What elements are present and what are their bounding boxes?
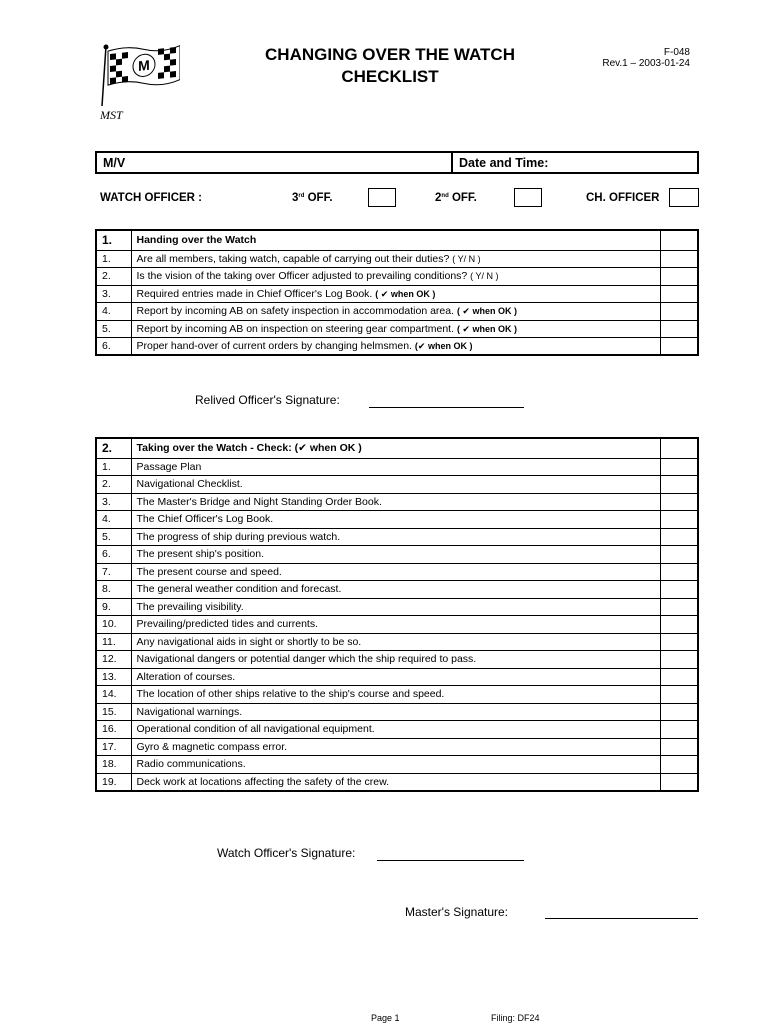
item-text: Radio communications. xyxy=(136,758,246,771)
item-text: The progress of ship during previous watch. xyxy=(136,530,341,543)
logo-caption: MST xyxy=(100,108,123,122)
item-checkbox[interactable] xyxy=(660,338,698,356)
item-text: The present ship's position. xyxy=(136,548,264,561)
checklist-row xyxy=(96,598,698,616)
third-officer-checkbox[interactable] xyxy=(368,188,396,207)
item-text-cell xyxy=(131,511,660,529)
item-text: The Chief Officer's Log Book. xyxy=(136,513,274,526)
checklist-row xyxy=(96,546,698,564)
checklist-row xyxy=(96,773,698,791)
item-checkbox[interactable] xyxy=(660,721,698,739)
item-text: Are all members, taking watch, capable of carrying out their duties? xyxy=(136,252,450,265)
item-checkbox[interactable] xyxy=(660,598,698,616)
item-text-cell xyxy=(131,528,660,546)
item-answer-hint: ( Y/ N ) xyxy=(470,271,499,282)
second-officer-label: 2nd OFF. xyxy=(435,192,477,204)
second-officer-checkbox[interactable] xyxy=(514,188,542,207)
item-checkbox[interactable] xyxy=(660,738,698,756)
checklist-row xyxy=(96,476,698,494)
item-text: The present course and speed. xyxy=(136,565,282,578)
checklist-row xyxy=(96,320,698,338)
item-checkbox[interactable] xyxy=(660,493,698,511)
item-checkbox[interactable] xyxy=(660,703,698,721)
item-text: Proper hand-over of current orders by changing helmsmen. xyxy=(136,340,412,352)
date-label: Date and Time: xyxy=(459,155,549,170)
item-text-cell xyxy=(131,756,660,774)
item-text: Navigational Checklist. xyxy=(136,478,243,491)
checklist-row xyxy=(96,303,698,321)
item-text: Is the vision of the taking over Officer adjusted to prevailing conditions? xyxy=(136,270,468,283)
item-number: 4. xyxy=(96,303,131,321)
item-number: 8. xyxy=(96,581,131,599)
watch-officer-signature-label: Watch Officer's Signature: xyxy=(217,846,356,860)
item-number: 10. xyxy=(96,616,131,634)
checklist-row xyxy=(96,458,698,476)
vessel-row xyxy=(95,151,699,174)
item-text: Report by incoming AB on inspection on steering gear compartment. xyxy=(136,322,455,335)
flag-letter: M xyxy=(138,56,150,74)
item-checkbox[interactable] xyxy=(660,528,698,546)
item-checkbox[interactable] xyxy=(660,668,698,686)
section-header-row xyxy=(96,230,698,250)
item-number: 5. xyxy=(96,320,131,338)
item-text-cell xyxy=(131,581,660,599)
checklist-row xyxy=(96,268,698,286)
section-number: 1. xyxy=(96,230,131,250)
item-number: 17. xyxy=(96,738,131,756)
item-text-cell xyxy=(131,598,660,616)
form-code: F-048 xyxy=(663,47,690,58)
section-title-cell xyxy=(131,438,660,458)
watch-officer-label: WATCH OFFICER : xyxy=(100,192,202,204)
item-checkbox[interactable] xyxy=(660,250,698,268)
item-checkbox[interactable] xyxy=(660,511,698,529)
checklist-row xyxy=(96,563,698,581)
item-number: 12. xyxy=(96,651,131,669)
item-text: Navigational dangers or potential danger which the ship required to pass. xyxy=(136,653,477,666)
item-text-cell xyxy=(131,738,660,756)
item-text-cell xyxy=(131,563,660,581)
item-checkbox[interactable] xyxy=(660,686,698,704)
checklist-row xyxy=(96,285,698,303)
item-text: Gyro & magnetic compass error. xyxy=(136,740,288,753)
item-number: 1. xyxy=(96,250,131,268)
item-number: 3. xyxy=(96,285,131,303)
item-number: 6. xyxy=(96,338,131,356)
item-text-cell xyxy=(131,721,660,739)
item-number: 2. xyxy=(96,268,131,286)
item-text: Any navigational aids in sight or shortly to be so. xyxy=(136,635,362,648)
watch-officer-signature-line[interactable] xyxy=(377,860,524,861)
item-number: 5. xyxy=(96,528,131,546)
item-checkbox[interactable] xyxy=(660,651,698,669)
item-number: 14. xyxy=(96,686,131,704)
item-text-cell xyxy=(131,546,660,564)
section-title-cell xyxy=(131,230,660,250)
item-checkbox[interactable] xyxy=(660,458,698,476)
item-text: Alteration of courses. xyxy=(136,670,236,683)
chief-officer-checkbox[interactable] xyxy=(669,188,699,207)
item-text: The general weather condition and forecast. xyxy=(136,583,342,596)
item-text-cell xyxy=(131,686,660,704)
item-number: 19. xyxy=(96,773,131,791)
section-header-row xyxy=(96,438,698,458)
item-text-cell xyxy=(131,703,660,721)
item-checkbox[interactable] xyxy=(660,476,698,494)
handing-over-table xyxy=(95,229,699,356)
item-checkbox[interactable] xyxy=(660,581,698,599)
item-checkbox[interactable] xyxy=(660,633,698,651)
watch-officer-row xyxy=(100,188,700,210)
item-text: The prevailing visibility. xyxy=(136,600,244,613)
checklist-row xyxy=(96,721,698,739)
master-signature-label: Master's Signature: xyxy=(405,905,509,919)
item-text-cell xyxy=(131,320,660,338)
item-text-cell xyxy=(131,338,660,356)
item-text-cell xyxy=(131,268,660,286)
item-number: 9. xyxy=(96,598,131,616)
item-checkbox[interactable] xyxy=(660,546,698,564)
third-officer-label: 3rd OFF. xyxy=(292,192,333,204)
vessel-name-field[interactable] xyxy=(97,153,453,172)
section-header-checkbox xyxy=(660,230,698,250)
item-text: Operational condition of all navigational equipment. xyxy=(136,723,375,736)
title-line-1: CHANGING OVER THE WATCH xyxy=(265,45,515,64)
item-number: 13. xyxy=(96,668,131,686)
item-text-cell xyxy=(131,668,660,686)
item-checkbox[interactable] xyxy=(660,320,698,338)
item-checkbox[interactable] xyxy=(660,303,698,321)
chief-officer-label: CH. OFFICER xyxy=(586,192,660,204)
checklist-row xyxy=(96,756,698,774)
item-text-cell xyxy=(131,651,660,669)
item-answer-hint: ( ✔ when OK ) xyxy=(375,288,436,299)
item-text-cell xyxy=(131,476,660,494)
item-number: 7. xyxy=(96,563,131,581)
item-text-cell xyxy=(131,250,660,268)
checklist-row xyxy=(96,338,698,356)
item-text: Passage Plan xyxy=(136,460,202,473)
item-text-cell xyxy=(131,285,660,303)
section-title-suffix: (✔ when OK ) xyxy=(294,442,362,455)
revision: Rev.1 – 2003-01-24 xyxy=(602,58,690,69)
item-answer-hint: ( ✔ when OK ) xyxy=(456,306,517,317)
checklist-row xyxy=(96,581,698,599)
item-number: 15. xyxy=(96,703,131,721)
checklist-row xyxy=(96,528,698,546)
item-checkbox[interactable] xyxy=(660,756,698,774)
taking-over-table xyxy=(95,437,699,792)
item-number: 3. xyxy=(96,493,131,511)
item-number: 4. xyxy=(96,511,131,529)
item-checkbox[interactable] xyxy=(660,773,698,791)
page-number: Page 1 xyxy=(371,1013,400,1023)
item-text: Report by incoming AB on safety inspection in accommodation area. xyxy=(136,305,455,318)
section-header-checkbox xyxy=(660,438,698,458)
item-text-cell xyxy=(131,303,660,321)
item-text-cell xyxy=(131,633,660,651)
item-number: 18. xyxy=(96,756,131,774)
relived-signature-line[interactable] xyxy=(369,407,524,408)
checklist-row xyxy=(96,686,698,704)
relived-signature-label: Relived Officer's Signature: xyxy=(195,393,340,407)
item-text-cell xyxy=(131,773,660,791)
mv-label: M/V xyxy=(103,155,126,170)
section-title: Handing over the Watch xyxy=(136,234,257,247)
filing-code: Filing: DF24 xyxy=(491,1013,540,1023)
item-text-cell xyxy=(131,493,660,511)
checklist-row xyxy=(96,616,698,634)
item-text: The location of other ships relative to the ship's course and speed. xyxy=(136,688,445,701)
checklist-row xyxy=(96,703,698,721)
title-line-2: CHECKLIST xyxy=(341,67,439,86)
item-checkbox[interactable] xyxy=(660,285,698,303)
master-signature-line[interactable] xyxy=(545,918,698,919)
item-number: 2. xyxy=(96,476,131,494)
section-number: 2. xyxy=(96,438,131,458)
item-number: 1. xyxy=(96,458,131,476)
checklist-row xyxy=(96,738,698,756)
item-checkbox[interactable] xyxy=(660,563,698,581)
item-answer-hint: (✔ when OK ) xyxy=(414,341,473,351)
item-text: The Master's Bridge and Night Standing Order Book. xyxy=(136,495,382,508)
section-title: Taking over the Watch - Check: xyxy=(136,442,292,455)
date-time-field[interactable] xyxy=(453,153,697,172)
checklist-row xyxy=(96,651,698,669)
document-title xyxy=(230,44,550,88)
item-number: 16. xyxy=(96,721,131,739)
checklist-row xyxy=(96,250,698,268)
item-text: Navigational warnings. xyxy=(136,705,243,718)
item-text: Deck work at locations affecting the safety of the crew. xyxy=(136,775,390,788)
item-checkbox[interactable] xyxy=(660,268,698,286)
checklist-row xyxy=(96,511,698,529)
item-answer-hint: ( Y/ N ) xyxy=(452,253,481,264)
checklist-row xyxy=(96,668,698,686)
checklist-row xyxy=(96,493,698,511)
item-text-cell xyxy=(131,458,660,476)
item-checkbox[interactable] xyxy=(660,616,698,634)
form-reference xyxy=(560,47,690,69)
item-text: Prevailing/predicted tides and currents. xyxy=(136,618,319,631)
item-text-cell xyxy=(131,616,660,634)
item-number: 6. xyxy=(96,546,131,564)
item-answer-hint: ( ✔ when OK ) xyxy=(456,323,517,334)
item-number: 11. xyxy=(96,633,131,651)
checklist-row xyxy=(96,633,698,651)
item-text: Required entries made in Chief Officer's Log Book. xyxy=(136,287,373,300)
